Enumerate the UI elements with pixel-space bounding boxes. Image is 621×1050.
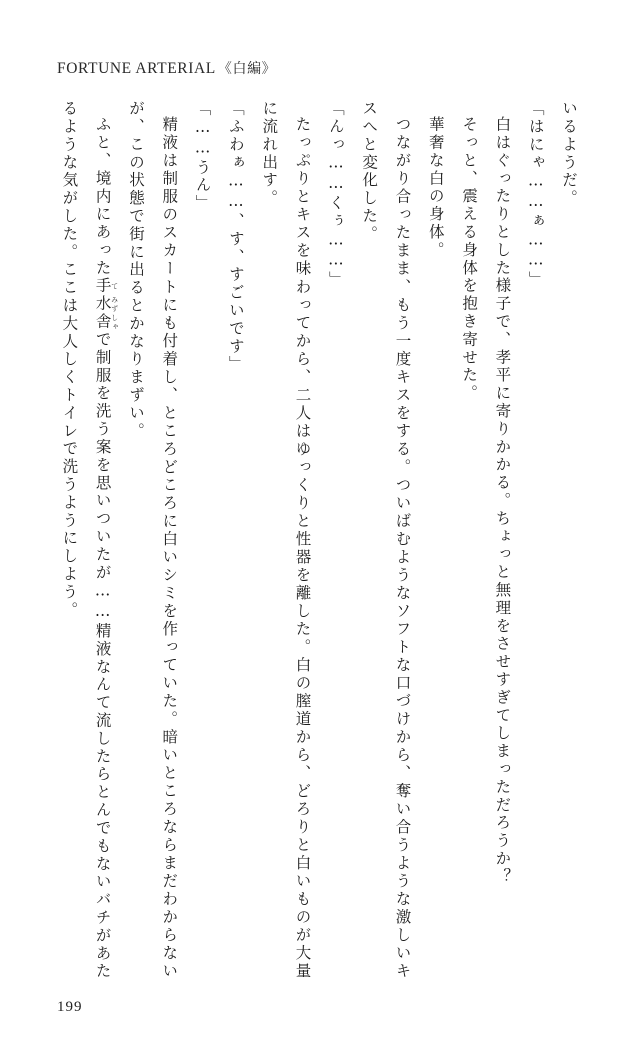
paragraph-with-ruby <box>52 100 119 980</box>
paragraph: たっぷりとキスを味わってから、二人はゆっくりと性器を離した。白の膣道から、どろりと白いものが大量に流れ出す。 <box>260 100 312 980</box>
paragraph: 「んっ……くぅ……」 <box>326 100 345 289</box>
paragraph-text: ふと、境内にあった手 て水 みず舎 しゃで制服を洗う案を思いついたが……精液なんて流したらとんでもないバチがあたるような気がした。ここは大人しくトイレで洗うようにしよう。 <box>60 100 119 980</box>
vertical-text-block <box>52 100 585 980</box>
page-number: 199 <box>57 999 83 1015</box>
running-head-subtitle: 《白編》 <box>217 61 277 77</box>
running-head-title: FORTUNE ARTERIAL <box>57 60 216 77</box>
paragraph: 白はぐったりとした様子で、孝平に寄りかかる。ちょっと無理をさせすぎてしまっただろうか？ <box>493 115 512 886</box>
paragraph: 華奢な白の身体。 <box>426 115 445 259</box>
paragraph: つながり合ったまま、もう一度キスをする。ついばむようなソフトな口づけから、奪い合うような激しいキスへと変化した。 <box>360 100 412 980</box>
paragraph: 「……うん」 <box>193 100 212 213</box>
paragraph: 「ふわぁ……、す、すごいです」 <box>226 100 245 374</box>
paragraph: いるようだ。 <box>560 100 578 208</box>
ruby-annotation: 手 て水 みず舎 しゃ <box>93 276 119 331</box>
body-text-area <box>40 100 585 980</box>
running-head <box>57 58 276 78</box>
paragraph: 精液は制服のスカートにも付着し、ところどころに白いシミを作っていた。暗いところならまだわからないが、この状態で街に出るとかなりまずい。 <box>126 100 179 980</box>
paragraph: 「はにゃ……ぁ……」 <box>526 100 545 289</box>
paragraph: そっと、震える身体を抱き寄せた。 <box>460 115 479 402</box>
